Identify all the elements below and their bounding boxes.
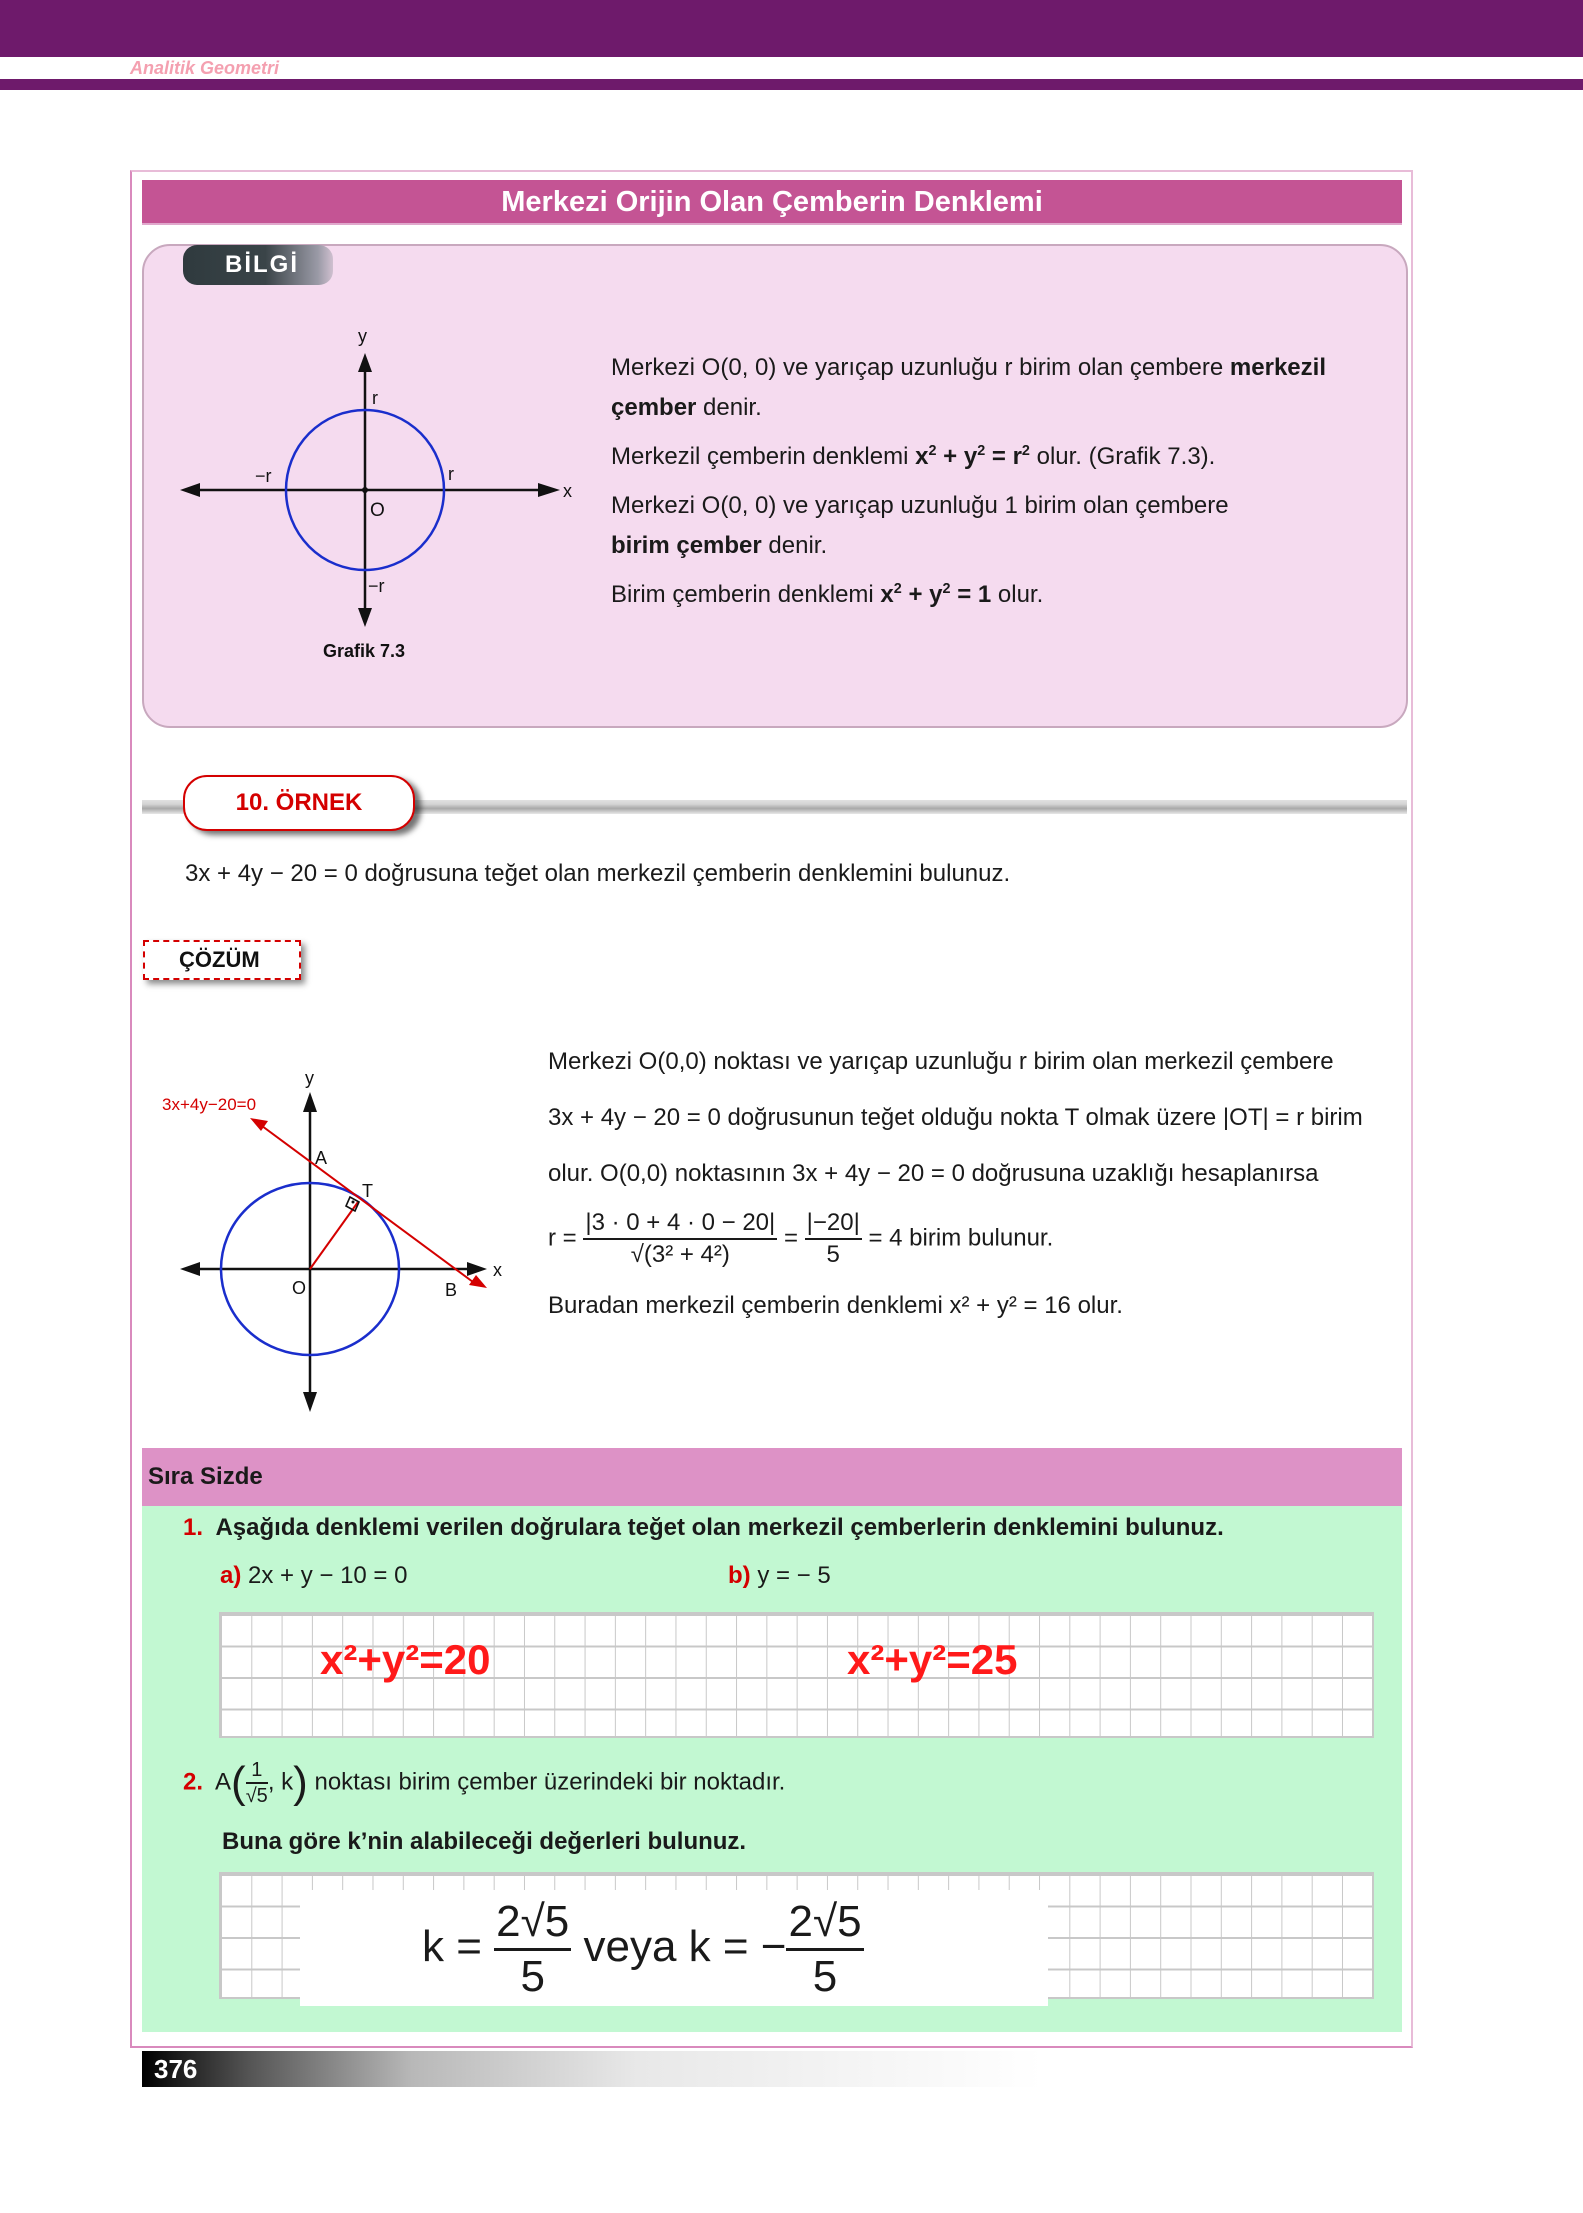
tangent-diagram bbox=[140, 1040, 540, 1440]
y-axis-down-arrow-icon bbox=[358, 608, 372, 627]
example-question: 3x + 4y − 20 = 0 doğrusuna teğet olan merkezil çemberin denklemini bulunuz. bbox=[185, 860, 1011, 887]
practice-header: Sıra Sizde bbox=[142, 1448, 1402, 1506]
r-left-label: −r bbox=[255, 466, 272, 486]
x-label: x bbox=[563, 481, 572, 501]
general-equation: $x^2 + y^2 = r^2$ bbox=[915, 443, 1030, 470]
radius-ot bbox=[310, 1202, 358, 1269]
tangent-arrow-right-icon bbox=[469, 1275, 487, 1288]
x-label: x bbox=[493, 1260, 502, 1280]
info-paragraph-2: Merkezil çemberin denklemi $x^2 + y^2 = r^2$ olur. (Grafik 7.3). bbox=[611, 443, 1216, 470]
y-label: y bbox=[358, 326, 367, 346]
r-bottom-label: −r bbox=[368, 576, 385, 596]
practice-question-1: 1. Aşağıda denklemi verilen doğrulara teğet olan merkezil çemberlerin denklemini bulunuz. bbox=[183, 1514, 1224, 1541]
example-tab: 10. ÖRNEK bbox=[183, 775, 415, 831]
circle-diagram bbox=[160, 300, 600, 680]
distance-formula: r = $\frac{|3 \cdot 0 + 4 \cdot 0 - 20|}{\text{√(3² + 4²)}}$ = $\frac{|-20|}{5}$ = 4 birim bulunur. bbox=[548, 1209, 1054, 1268]
y-label: y bbox=[305, 1068, 314, 1088]
header-band bbox=[0, 0, 1583, 57]
practice-question-2: 2. A( $\frac{1}{√5}$ , k) noktası birim çember üzerindeki bir noktadır. bbox=[183, 1758, 786, 1807]
question-1a: a) 2x + y − 10 = 0 bbox=[220, 1562, 408, 1589]
point-t-label: T bbox=[362, 1181, 373, 1201]
chapter-label: Analitik Geometri bbox=[130, 58, 280, 78]
section-title: Merkezi Orijin Olan Çemberin Denklemi bbox=[142, 180, 1402, 225]
info-paragraph-3: Merkezi O(0, 0) ve yarıçap uzunluğu 1 birim olan çembere birim çember denir. bbox=[611, 492, 1229, 559]
header-rule bbox=[0, 79, 1583, 90]
question-2-prompt: Buna göre k’nin alabileceği değerleri bulunuz. bbox=[222, 1828, 747, 1855]
answer-1b: x²+y²=25 bbox=[847, 1636, 1018, 1683]
r-right-label: r bbox=[448, 464, 454, 484]
tangent-line bbox=[258, 1123, 473, 1282]
solution-conclusion: Buradan merkezil çemberin denklemi x² + y² = 16 olur. bbox=[548, 1292, 1123, 1319]
solution-line-1: Merkezi O(0,0) noktası ve yarıçap uzunluğu r birim olan merkezil çembere bbox=[548, 1048, 1334, 1075]
x-axis-right-arrow-icon bbox=[467, 1262, 487, 1276]
point-b-label: B bbox=[445, 1280, 458, 1300]
y-axis-down-arrow-icon bbox=[303, 1392, 317, 1412]
info-text bbox=[611, 348, 1401, 624]
y-axis-up-arrow-icon bbox=[358, 353, 372, 372]
fraction-2: $\frac{|-20|}{5}$ bbox=[806, 1209, 860, 1268]
solution-line-2: 3x + 4y − 20 = 0 doğrusunun teğet olduğu nokta T olmak üzere |OT| = r birim bbox=[548, 1104, 1363, 1131]
diagram-caption: Grafik 7.3 bbox=[323, 641, 406, 661]
info-tab: BİLGİ bbox=[183, 245, 333, 285]
point-a-label: A bbox=[315, 1148, 328, 1168]
line-label: 3x+4y−20=0 bbox=[162, 1095, 257, 1114]
unit-circle-equation: $x^2 + y^2 = 1$ bbox=[880, 581, 992, 608]
fraction-1: $\frac{|3 \cdot 0 + 4 \cdot 0 - 20|}{\text{√(3² + 4²)}}$ bbox=[585, 1209, 776, 1268]
x-axis-left-arrow-icon bbox=[180, 1262, 200, 1276]
origin-dot bbox=[362, 487, 368, 493]
info-paragraph-1: Merkezi O(0, 0) ve yarıçap uzunluğu r birim olan çembere merkezil çember denir. bbox=[611, 354, 1326, 421]
origin-label: O bbox=[292, 1278, 307, 1298]
info-paragraph-4: Birim çemberin denklemi $x^2 + y^2 = 1$ olur. bbox=[611, 581, 1044, 608]
r-top-label: r bbox=[372, 388, 378, 408]
answer-1a: x²+y²=20 bbox=[320, 1636, 491, 1683]
x-axis-right-arrow-icon bbox=[538, 483, 560, 497]
origin-label: O bbox=[370, 500, 385, 521]
question-1b: b) y = − 5 bbox=[728, 1562, 831, 1589]
answer-2: k = $\frac{2√5}{5}$ veya k = − $\frac{2√5}{5}$ bbox=[422, 1897, 862, 2001]
solution-line-3: olur. O(0,0) noktasının 3x + 4y − 20 = 0 doğrusuna uzaklığı hesaplanırsa bbox=[548, 1160, 1319, 1187]
solution-tab: ÇÖZÜM bbox=[143, 940, 301, 980]
y-axis-up-arrow-icon bbox=[303, 1092, 317, 1112]
x-axis-left-arrow-icon bbox=[180, 483, 200, 497]
footer-bar bbox=[142, 2051, 1042, 2087]
page-number: 376 bbox=[154, 2054, 198, 2084]
